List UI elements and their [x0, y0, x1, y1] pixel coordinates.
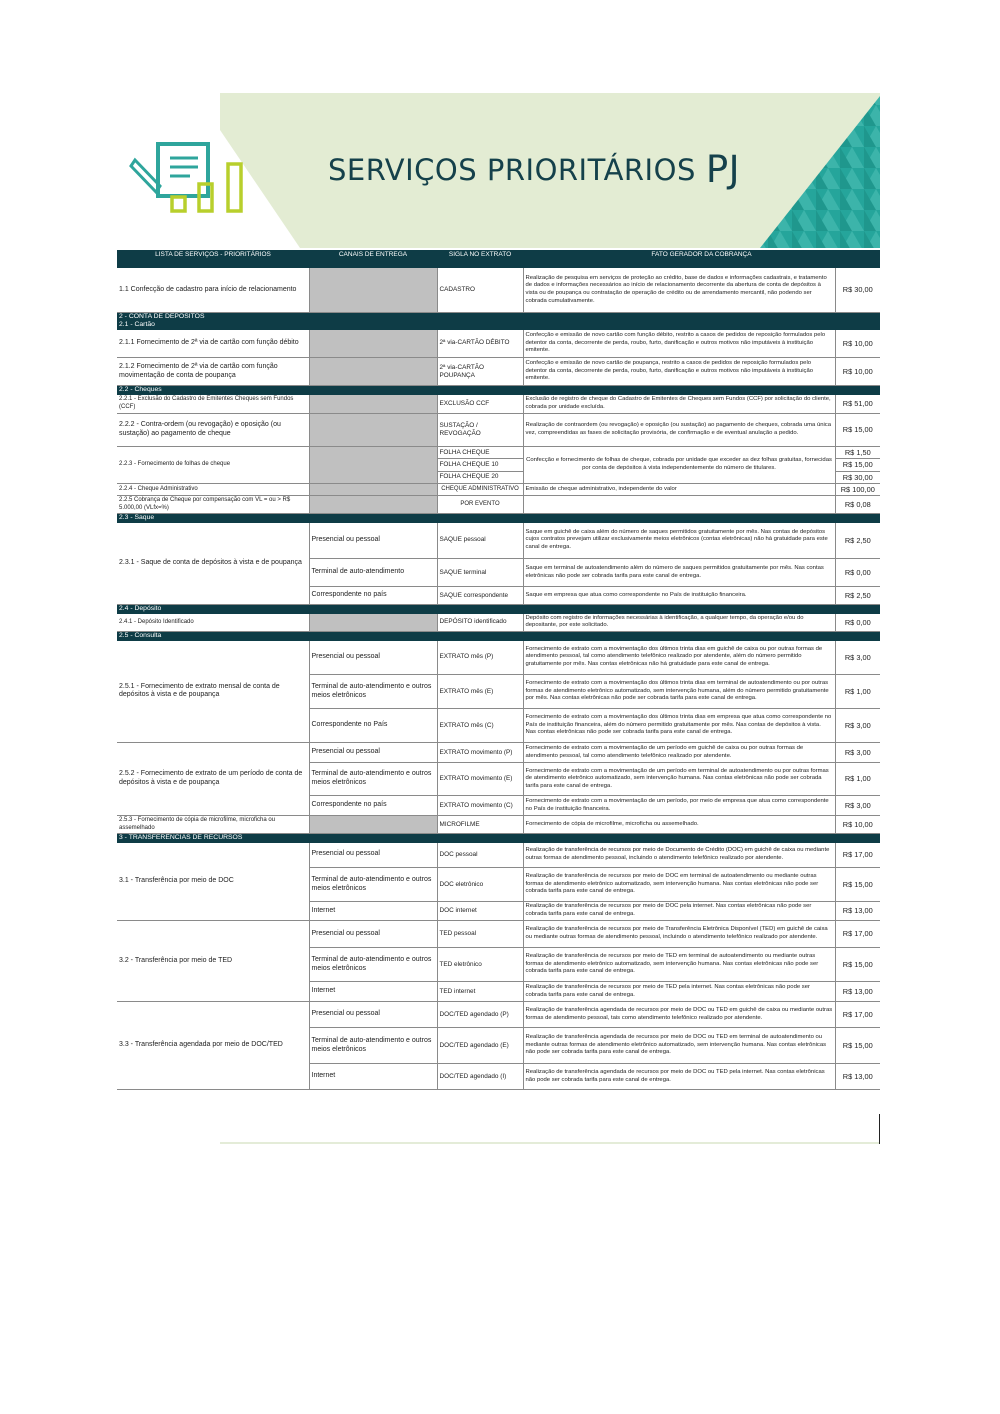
sigla-cell: TED eletrônico [437, 948, 523, 982]
price-cell: R$ 10,00 [835, 816, 880, 834]
service-name: 1.1 Confecção de cadastro para início de relacionamento [117, 268, 309, 312]
fato-cell: Realização de transferência agendada de recursos por meio de DOC ou TED em terminal de autoatendimento ou mediante outras formas de atendimento eletrônico automatizado, sem intervenção humana. Nas contas eletrônicas não pode ser cobrada tarifa para este canal de entrega. [523, 1028, 835, 1064]
col-header-services: LISTA DE SERVIÇOS - PRIORITÁRIOS [117, 250, 309, 260]
service-name: 2.5.3 - Fornecimento de cópia de microfilme, microficha ou assemelhado [117, 816, 309, 834]
sigla-cell: EXCLUSÃO CCF [437, 395, 523, 414]
channel-empty-cell [309, 268, 437, 312]
fato-cell: Realização de transferência de recursos por meio de TED pela internet. Nas contas eletrônicas não pode ser cobrada tarifa para este canal de entrega. [523, 982, 835, 1002]
sigla-cell: DOC/TED agendado (P) [437, 1002, 523, 1028]
sigla-cell: TED internet [437, 982, 523, 1002]
channel-empty-cell [309, 496, 437, 514]
fato-cell: Realização de transferência de recursos por meio de DOC em terminal de autoatendimento ou mediante outras formas de atendimento eletrônico automatizado, sem intervenção humana. Nas contas eletrônicas não pode ser cobrada tarifa para este canal de entrega. [523, 868, 835, 902]
sigla-cell: 2ª via-CARTÃO DÉBITO [437, 330, 523, 358]
price-cell: R$ 30,00 [835, 471, 880, 483]
price-cell: R$ 3,00 [835, 796, 880, 816]
sigla-cell: EXTRATO movimento (E) [437, 763, 523, 796]
table-row [117, 447, 880, 459]
price-cell: R$ 15,00 [835, 459, 880, 471]
price-cell: R$ 100,00 [835, 483, 880, 495]
channel-cell: Terminal de auto-atendimento e outros meios eletrônicos [309, 763, 437, 796]
price-cell: R$ 3,00 [835, 743, 880, 763]
col-header-fato: FATO GERADOR DA COBRANÇA [523, 250, 880, 260]
fato-cell: Fornecimento de extrato com a movimentação dos últimos trinta dias em guichê de caixa ou por outras formas de atendimento pessoal, tal como atendimento telefônico realizado por atendente, além do número permitido gratuitamente por mês. Nas contas eletrônicas não há gratuidade para este canal de entrega. [523, 641, 835, 675]
channel-cell: Terminal de auto-atendimento e outros meios eletrônicos [309, 1028, 437, 1064]
price-cell: R$ 1,00 [835, 675, 880, 709]
table-row [117, 330, 880, 358]
table-row [117, 483, 880, 495]
channel-empty-cell [309, 483, 437, 495]
section-header: 2.2 - Cheques [117, 386, 880, 395]
fato-cell: Fornecimento de extrato com a movimentação dos últimos trinta dias em empresa que atua como correspondente no País de instituição financeira, além do número permitido gratuitamente por mês. Nas contas de depósitos à vista. Nas contas eletrônicas não pode ser cobrada tarifa para este canal de entrega. [523, 709, 835, 743]
fato-cell: Confecção e emissão de novo cartão de poupança, restrito a casos de pedidos de reposição formulados pelo detentor da conta, decorrente de perda, roubo, furto, danificação e outros motivos não imputáveis à instituição emitente. [523, 358, 835, 386]
sigla-cell: SAQUE pessoal [437, 523, 523, 559]
sigla-cell: DOC eletrônico [437, 868, 523, 902]
fato-cell: Realização de transferência de recursos por meio de Transferência Eletrônica Disponível (TED) em guichê de caixa ou mediante outras formas de atendimento pessoal, incluindo o atendimento telefônico realizado por atendente. [523, 921, 835, 948]
fato-cell: Depósito com registro de informações necessárias à identificação, a qualquer tempo, da operação e/ou do depositante, por este solicitado. [523, 614, 835, 632]
table-row [117, 921, 880, 948]
service-name: 2.2.3 - Fornecimento de folhas de cheque [117, 447, 309, 484]
channel-cell: Correspondente no país [309, 587, 437, 605]
channel-cell: Terminal de auto-atendimento e outros meios eletrônicos [309, 675, 437, 709]
price-cell: R$ 13,00 [835, 982, 880, 1002]
sigla-cell: DEPÓSITO identificado [437, 614, 523, 632]
fato-empty-cell [523, 496, 835, 514]
sigla-cell: EXTRATO mês (C) [437, 709, 523, 743]
channel-empty-cell [309, 395, 437, 414]
price-cell: R$ 1,00 [835, 763, 880, 796]
section-header: 2.3 - Saque [117, 514, 880, 523]
sigla-cell: DOC/TED agendado (E) [437, 1028, 523, 1064]
fato-cell: Fornecimento de cópia de microfilme, microficha ou assemelhado. [523, 816, 835, 834]
price-cell: R$ 13,00 [835, 902, 880, 921]
table-row [117, 816, 880, 834]
sigla-cell: SAQUE correspondente [437, 587, 523, 605]
fato-cell: Realização de pesquisa em serviços de proteção ao crédito, base de dados e informações cadastrais, e tratamento de dados e informações necessários ao início de relacionamento decorrente da abertura de conta de depósitos à vista ou de poupança ou contratação de operação de crédito ou de arrendamento mercantil, não podendo ser cobrada cumulativamente. [523, 268, 835, 312]
channel-cell: Correspondente no País [309, 709, 437, 743]
price-cell: R$ 10,00 [835, 358, 880, 386]
section-header: 2.1 - Cartão [117, 321, 880, 329]
service-name: 2.3.1 - Saque de conta de depósitos à vista e de poupança [117, 523, 309, 605]
price-cell: R$ 13,00 [835, 1064, 880, 1090]
fato-cell: Fornecimento de extrato com a movimentação de um período em guichê de caixa ou por outras formas de atendimento pessoal, tal como atendimento telefônico realizado por atendente. [523, 743, 835, 763]
fato-cell: Fornecimento de extrato com a movimentação de um período em terminal de autoatendimento ou por outras formas de atendimento eletrônico automatizado, sem intervenção humana. Nas contas eletrônicas não pode ser cobrada tarifa para este canal de entrega. [523, 763, 835, 796]
fato-cell: Fornecimento de extrato com a movimentação de um período, por meio de empresa que atua como correspondente no País de instituição financeira. [523, 796, 835, 816]
service-name: 2.2.2 - Contra-ordem (ou revogação) e oposição (ou sustação) ao pagamento de cheque [117, 414, 309, 447]
channel-cell: Internet [309, 1064, 437, 1090]
channel-cell: Presencial ou pessoal [309, 641, 437, 675]
section-header: 2.5 - Consulta [117, 632, 880, 641]
price-cell: R$ 2,50 [835, 587, 880, 605]
right-border-line [879, 1114, 880, 1144]
document-chart-icon [131, 144, 241, 211]
table-row [117, 523, 880, 559]
fato-cell: Realização de transferência agendada de recursos por meio de DOC ou TED em guichê de caixa ou mediante outras formas de atendimento pessoal, tais como atendimento telefônico realizado por atendente. [523, 1002, 835, 1028]
service-name: 2.2.1 - Exclusão do Cadastro de Emitentes Cheques sem Fundos (CCF) [117, 395, 309, 414]
sigla-cell: CHEQUE ADMINISTRATIVO [437, 483, 523, 495]
channel-cell: Terminal de auto-atendimento e outros meios eletrônicos [309, 868, 437, 902]
channel-cell: Presencial ou pessoal [309, 523, 437, 559]
services-price-table [117, 250, 880, 1090]
sigla-cell: DOC internet [437, 902, 523, 921]
fato-cell: Saque em guichê de caixa além do número de saques permitidos gratuitamente por mês. Nas contas de depósitos cujos contratos prevejam utilizar exclusivamente meios eletrônicos (contas eletrônicas) não há gratuidade para este canal de entrega. [523, 523, 835, 559]
service-name: 2.1.2 Fornecimento de 2ª via de cartão com função movimentação de conta de poupança [117, 358, 309, 386]
table-header-row [117, 250, 880, 260]
service-name: 2.1.1 Fornecimento de 2ª via de cartão com função débito [117, 330, 309, 358]
section-spacer [117, 260, 880, 268]
price-cell: R$ 15,00 [835, 1028, 880, 1064]
sigla-cell: EXTRATO movimento (P) [437, 743, 523, 763]
sigla-cell: MICROFILME [437, 816, 523, 834]
sigla-cell: 2ª via-CARTÃO POUPANÇA [437, 358, 523, 386]
page-title [328, 148, 740, 191]
channel-cell: Presencial ou pessoal [309, 843, 437, 868]
price-cell: R$ 17,00 [835, 843, 880, 868]
price-cell: R$ 15,00 [835, 414, 880, 447]
channel-cell: Presencial ou pessoal [309, 921, 437, 948]
table-row [117, 641, 880, 675]
service-name: 2.2.5 Cobrança de Cheque por compensação com VL = ou > R$ 5.000,00 (VLfx=%) [117, 496, 309, 514]
price-cell: R$ 10,00 [835, 330, 880, 358]
sigla-cell: SUSTAÇÃO / REVOGAÇÃO [437, 414, 523, 447]
sigla-cell: SAQUE terminal [437, 559, 523, 587]
table-row [117, 496, 880, 514]
sigla-cell: EXTRATO mês (P) [437, 641, 523, 675]
sigla-cell: CADASTRO [437, 268, 523, 312]
table-row [117, 268, 880, 312]
channel-empty-cell [309, 330, 437, 358]
table-row [117, 395, 880, 414]
fato-cell: Realização de transferência de recursos por meio de DOC pela internet. Nas contas eletrônicas não pode ser cobrada tarifa para este canal de entrega. [523, 902, 835, 921]
section-header: 3 - TRANSFERÊNCIAS DE RECURSOS [117, 834, 880, 843]
service-name: 2.5.1 - Fornecimento de extrato mensal de conta de depósitos à vista e de poupança [117, 641, 309, 743]
sigla-cell: POR EVENTO [437, 496, 523, 514]
price-cell: R$ 1,50 [835, 447, 880, 459]
price-cell: R$ 0,00 [835, 614, 880, 632]
footer-divider [220, 1142, 880, 1144]
channel-cell: Internet [309, 982, 437, 1002]
channel-empty-cell [309, 816, 437, 834]
col-header-sigla: SIGLA NO EXTRATO [437, 250, 523, 260]
fato-cell: Realização de transferência de recursos por meio de Documento de Crédito (DOC) em guichê de caixa ou mediante outras formas de atendimento pessoal, incluindo o atendimento telefônico realizado por atendente. [523, 843, 835, 868]
fato-cell: Realização de transferência de recursos por meio de TED em terminal de autoatendimento ou mediante outras formas de atendimento eletrônico automatizado, sem intervenção humana. Nas contas eletrônicas não pode ser cobrada tarifa para este canal de entrega. [523, 948, 835, 982]
header-banner [0, 0, 1000, 250]
fato-cell: Fornecimento de extrato com a movimentação dos últimos trinta dias em terminal de autoatendimento ou por outras formas de atendimento eletrônico automatizado, sem intervenção humana, além do número permitido gratuitamente por mês. Nas contas eletrônicas não pode ser cobrada tarifa para este canal de entrega. [523, 675, 835, 709]
price-cell: R$ 51,00 [835, 395, 880, 414]
page-title-text: SERVIÇOS PRIORITÁRIOS [328, 153, 696, 187]
price-cell: R$ 2,50 [835, 523, 880, 559]
fato-cell: Confecção e emissão de novo cartão com função débito, restrito a casos de pedidos de reposição formulados pelo detentor da conta, decorrente de perda, roubo, furto, danificação e outros motivos não imputáveis à instituição emitente. [523, 330, 835, 358]
price-cell: R$ 3,00 [835, 709, 880, 743]
fato-cell: Saque em empresa que atua como correspondente no País de instituição financeira. [523, 587, 835, 605]
sigla-cell: EXTRATO movimento (C) [437, 796, 523, 816]
service-name: 2.5.2 - Fornecimento de extrato de um período de conta de depósitos à vista e de poupança [117, 743, 309, 816]
sigla-cell: TED pessoal [437, 921, 523, 948]
price-cell: R$ 30,00 [835, 268, 880, 312]
service-name: 3.2 - Transferência por meio de TED [117, 921, 309, 1002]
sigla-cell: FOLHA CHEQUE [437, 447, 523, 459]
channel-empty-cell [309, 447, 437, 484]
sigla-cell: FOLHA CHEQUE 20 [437, 471, 523, 483]
table-row [117, 743, 880, 763]
sigla-cell: EXTRATO mês (E) [437, 675, 523, 709]
channel-cell: Presencial ou pessoal [309, 743, 437, 763]
fato-cell: Saque em terminal de autoatendimento além do número de saques permitidos gratuitamente por mês. Nas contas eletrônicas não pode ser cobrada tarifa para este canal de entrega. [523, 559, 835, 587]
fato-cell: Emissão de cheque administrativo, independente do valor [523, 483, 835, 495]
sigla-cell: DOC/TED agendado (I) [437, 1064, 523, 1090]
section-header: 2.4 - Depósito [117, 605, 880, 614]
table-row [117, 358, 880, 386]
fato-cell: Exclusão de registro de cheque do Cadastro de Emitentes de Cheques sem Fundos (CCF) por solicitação do cliente, cobrada por unidade excluída. [523, 395, 835, 414]
service-name: 3.1 - Transferência por meio de DOC [117, 843, 309, 921]
col-header-channels: CANAIS DE ENTREGA [309, 250, 437, 260]
table-row [117, 843, 880, 868]
channel-cell: Terminal de auto-atendimento e outros meios eletrônicos [309, 948, 437, 982]
section-header: 2 - CONTA DE DEPÓSITOS [117, 312, 880, 321]
table-row [117, 614, 880, 632]
service-name: 2.4.1 - Depósito Identificado [117, 614, 309, 632]
channel-cell: Terminal de auto-atendimento [309, 559, 437, 587]
channel-cell: Presencial ou pessoal [309, 1002, 437, 1028]
sigla-cell: DOC pessoal [437, 843, 523, 868]
table-row [117, 1002, 880, 1028]
service-name: 3.3 - Transferência agendada por meio de DOC/TED [117, 1002, 309, 1090]
page-title-suffix: PJ [705, 148, 741, 191]
service-name: 2.2.4 - Cheque Administrativo [117, 483, 309, 495]
channel-empty-cell [309, 414, 437, 447]
channel-cell: Correspondente no país [309, 796, 437, 816]
table-row [117, 414, 880, 447]
price-cell: R$ 0,08 [835, 496, 880, 514]
channel-empty-cell [309, 614, 437, 632]
price-cell: R$ 0,00 [835, 559, 880, 587]
sigla-cell: FOLHA CHEQUE 10 [437, 459, 523, 471]
fato-cell: Confecção e fornecimento de folhas de cheque, cobrada por unidade que exceder as dez folhas gratuitas, fornecidas por conta de depósitos à vista independentemente do número de titulares. [523, 447, 835, 484]
fato-cell: Realização de transferência agendada de recursos por meio de DOC ou TED pela internet. Nas contas eletrônicas não pode ser cobrada tarifa para este canal de entrega. [523, 1064, 835, 1090]
price-cell: R$ 15,00 [835, 948, 880, 982]
channel-cell: Internet [309, 902, 437, 921]
channel-empty-cell [309, 358, 437, 386]
price-cell: R$ 3,00 [835, 641, 880, 675]
price-cell: R$ 17,00 [835, 921, 880, 948]
price-cell: R$ 17,00 [835, 1002, 880, 1028]
fato-cell: Realização de contraordem (ou revogação) e oposição (ou sustação) ao pagamento de cheques, cobrada uma única vez, compreendidas as fases de solicitação provisória, de confirmação e de eventual anulação a pedido. [523, 414, 835, 447]
price-cell: R$ 15,00 [835, 868, 880, 902]
